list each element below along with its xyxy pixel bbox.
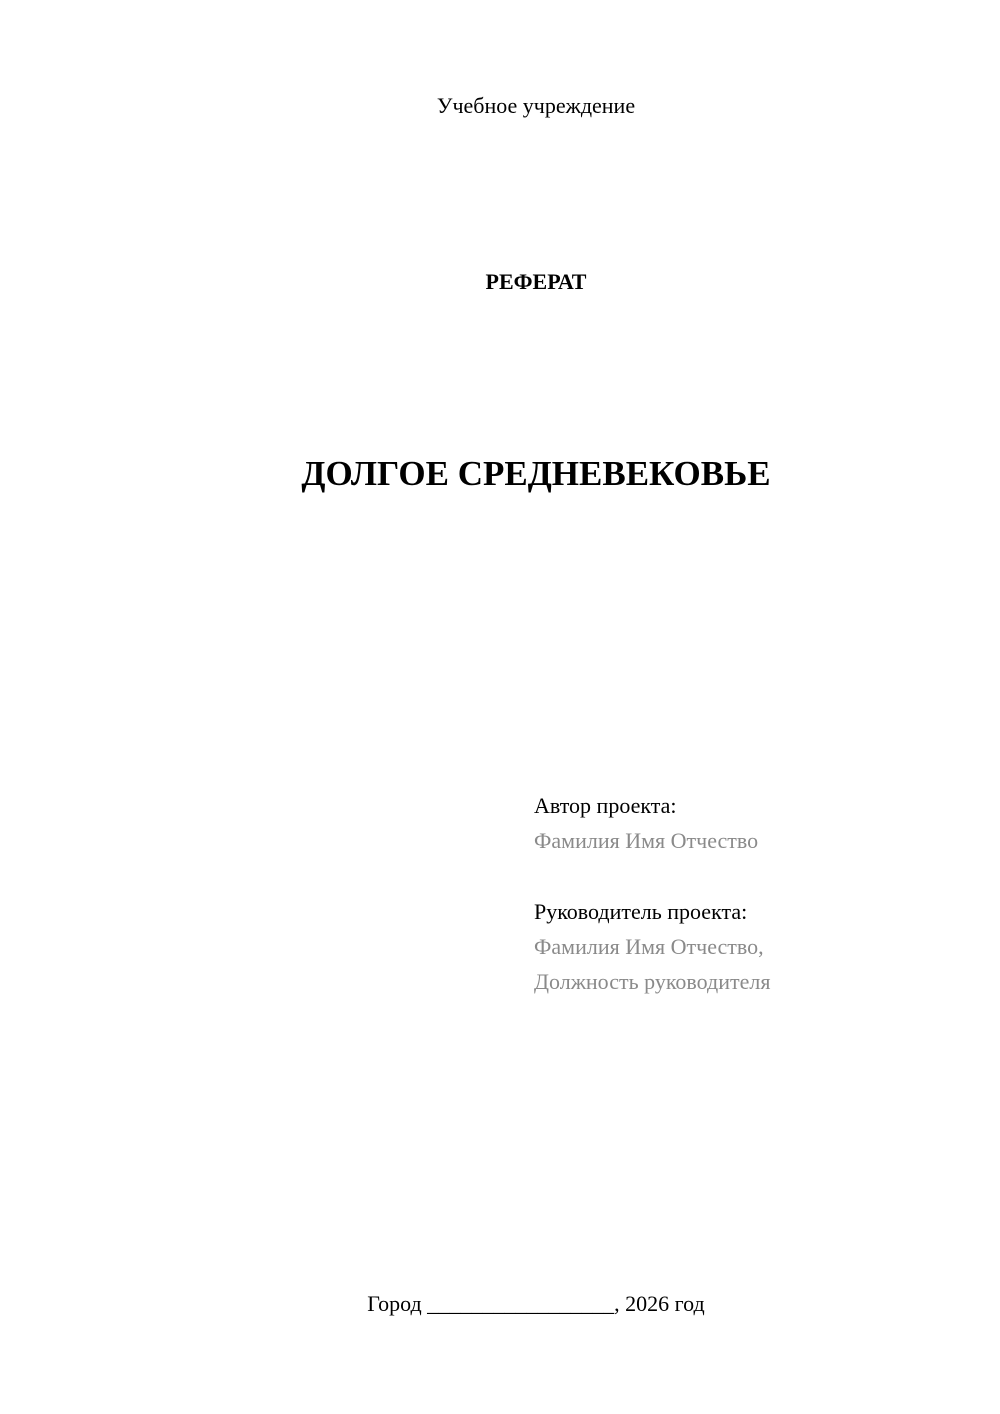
institution-name: Учебное учреждение: [436, 93, 636, 118]
document-type: РЕФЕРАТ: [485, 269, 587, 294]
city-year-line: Город _________________, 2026 год: [367, 1291, 705, 1316]
credits-spacer: [534, 858, 954, 894]
credits-block: [534, 788, 954, 999]
author-name: Фамилия Имя Отчество: [534, 828, 759, 853]
supervisor-name: Фамилия Имя Отчество,: [534, 934, 764, 959]
supervisor-position: Должность руководителя: [534, 969, 771, 994]
supervisor-label: Руководитель проекта:: [534, 899, 748, 924]
document-title: ДОЛГОЕ СРЕДНЕВЕКОВЬЕ: [301, 454, 771, 493]
author-label: Автор проекта:: [534, 793, 677, 818]
